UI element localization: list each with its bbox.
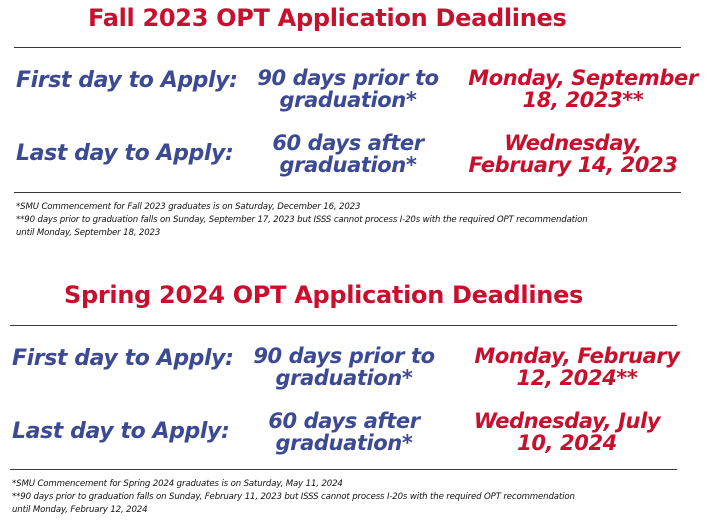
fall-last-day-date-line2: February 14, 2023 [468,153,678,177]
fall-last-day-when-line2: graduation* [279,153,417,177]
fall-last-day-date [448,132,698,176]
spring-title: Spring 2024 OPT Application Deadlines [64,281,584,309]
fall-first-day-when-line2: graduation* [279,88,417,112]
spring-title-divider [10,325,677,326]
spring-footnote-processing-cont: until Monday, February 12, 2024 [12,505,148,515]
spring-first-day-date [452,345,702,389]
spring-last-day-when-line2: graduation* [275,431,413,455]
fall-title: Fall 2023 OPT Application Deadlines [88,4,567,32]
fall-first-day-date-line2: 18, 2023** [522,88,644,112]
spring-last-day-date-line2: 10, 2024 [517,431,617,455]
fall-footnote-processing-cont: until Monday, September 18, 2023 [16,228,161,238]
spring-first-day-date-line2: 12, 2024** [516,366,638,390]
fall-first-day-when-line1: 90 days prior to [257,66,439,90]
spring-last-day-date [442,410,692,454]
fall-last-day-when [248,132,448,176]
fall-first-day-date-line1: Monday, September [468,66,698,90]
fall-first-day-when [248,67,448,111]
fall-footnote-processing: **90 days prior to graduation falls on Sunday, September 17, 2023 but ISSS cannot process I-20s with the required OPT recommendation [16,215,588,225]
fall-title-divider [14,47,681,48]
spring-last-day-date-line1: Wednesday, July [473,409,661,433]
spring-last-day-when [244,410,444,454]
spring-first-day-label: First day to Apply: [12,346,234,371]
fall-first-day-date [458,67,708,111]
spring-first-day-when-line1: 90 days prior to [253,344,435,368]
fall-last-day-when-line1: 60 days after [272,131,424,155]
spring-footnote-processing: **90 days prior to graduation falls on Sunday, February 11, 2023 but ISSS cannot process I-20s with the required OPT recommendation [12,492,575,502]
spring-last-day-label: Last day to Apply: [12,419,230,444]
spring-footnote-commencement: *SMU Commencement for Spring 2024 graduates is on Saturday, May 11, 2024 [12,479,343,489]
spring-notes-divider [10,469,677,470]
fall-last-day-label: Last day to Apply: [16,141,234,166]
spring-first-day-when-line2: graduation* [275,366,413,390]
fall-notes-divider [14,192,681,193]
fall-footnote-commencement: *SMU Commencement for Fall 2023 graduates is on Saturday, December 16, 2023 [16,202,361,212]
fall-last-day-date-line1: Wednesday, [504,131,642,155]
spring-first-day-date-line1: Monday, February [474,344,680,368]
spring-first-day-when [244,345,444,389]
spring-last-day-when-line1: 60 days after [268,409,420,433]
fall-first-day-label: First day to Apply: [16,68,238,93]
